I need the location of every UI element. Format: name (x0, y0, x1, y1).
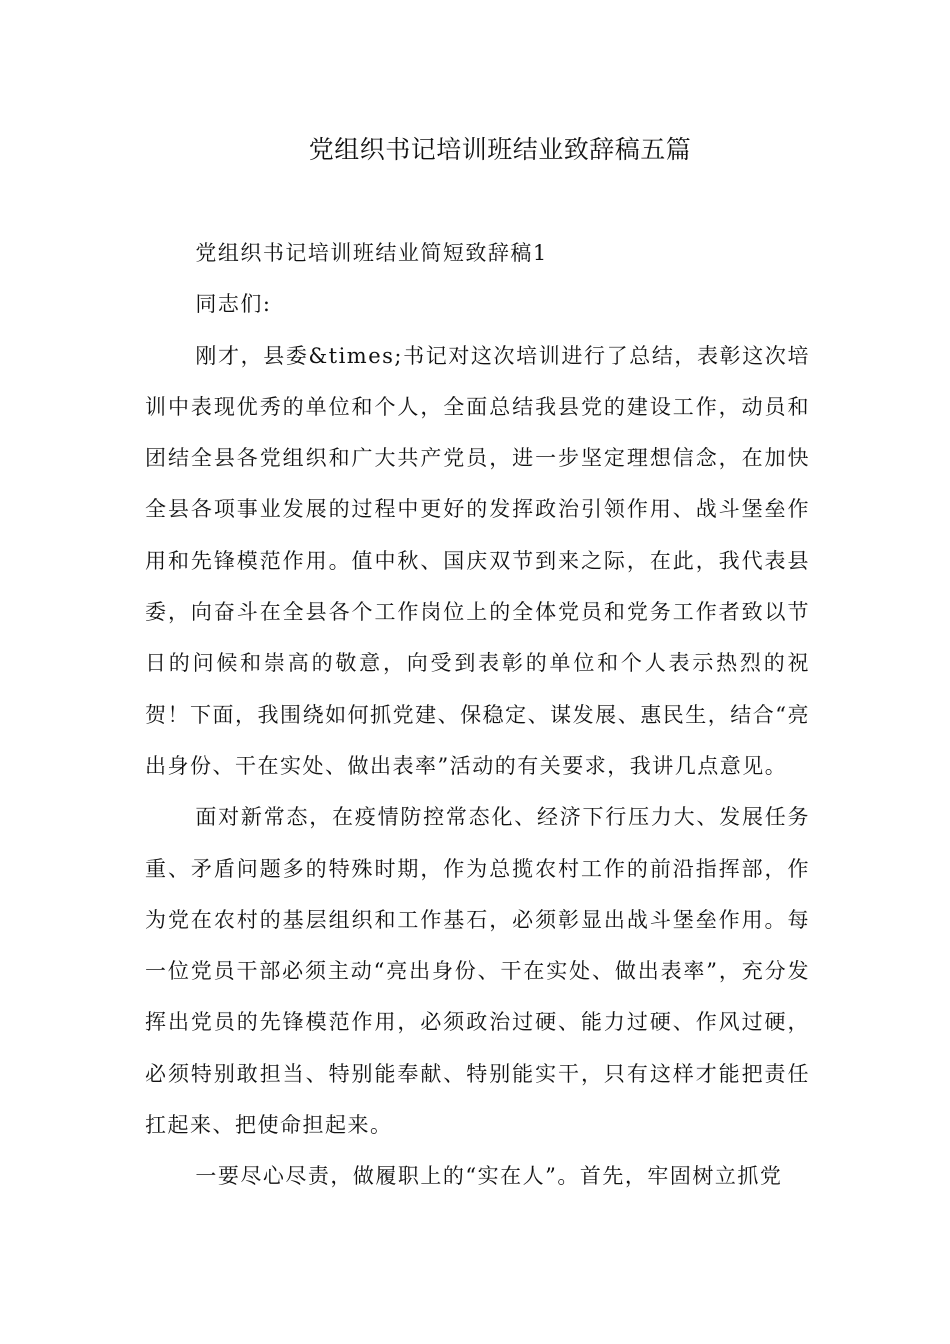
document-title: 党组织书记培训班结业致辞稿五篇 (308, 135, 692, 164)
paragraph: 面对新常态，在疫情防控常态化、经济下行压力大、发展任务重、矛盾问题多的特殊时期，作为总揽农村工作的前沿指挥部，作为党在农村的基层组织和工作基石，必须彰显出战斗堡垒作用。每一位党员干部必须主动“亮出身份、干在实处、做出表率”，充分发挥出党员的先锋模范作用，必须政治过硬、能力过硬、作风过硬，必须特别敢担当、特别能奉献、特别能实干，只有这样才能把责任扛起来、把使命担起来。 (145, 805, 810, 1138)
document-body (145, 228, 810, 1203)
paragraph: 一要尽心尽责，做履职上的“实在人”。首先，牢固树立抓党 (195, 1164, 783, 1189)
salutation: 同志们: (195, 292, 272, 317)
section-heading: 党组织书记培训班结业简短致辞稿1 (195, 241, 548, 265)
paragraph: 刚才，县委&times;书记对这次培训进行了总结，表彰这次培训中表现优秀的单位和个人，全面总结我县党的建设工作，动员和团结全县各党组织和广大共产党员，进一步坚定理想信念，在加快全县各项事业发展的过程中更好的发挥政治引领作用、战斗堡垒作用和先锋模范作用。值中秋、国庆双节到来之际，在此，我代表县委，向奋斗在全县各个工作岗位上的全体党员和党务工作者致以节日的问候和崇高的敬意，向受到表彰的单位和个人表示热烈的祝贺！下面，我围绕如何抓党建、保稳定、谋发展、惠民生，结合“亮出身份、干在实处、做出表率”活动的有关要求，我讲几点意见。 (145, 343, 810, 778)
